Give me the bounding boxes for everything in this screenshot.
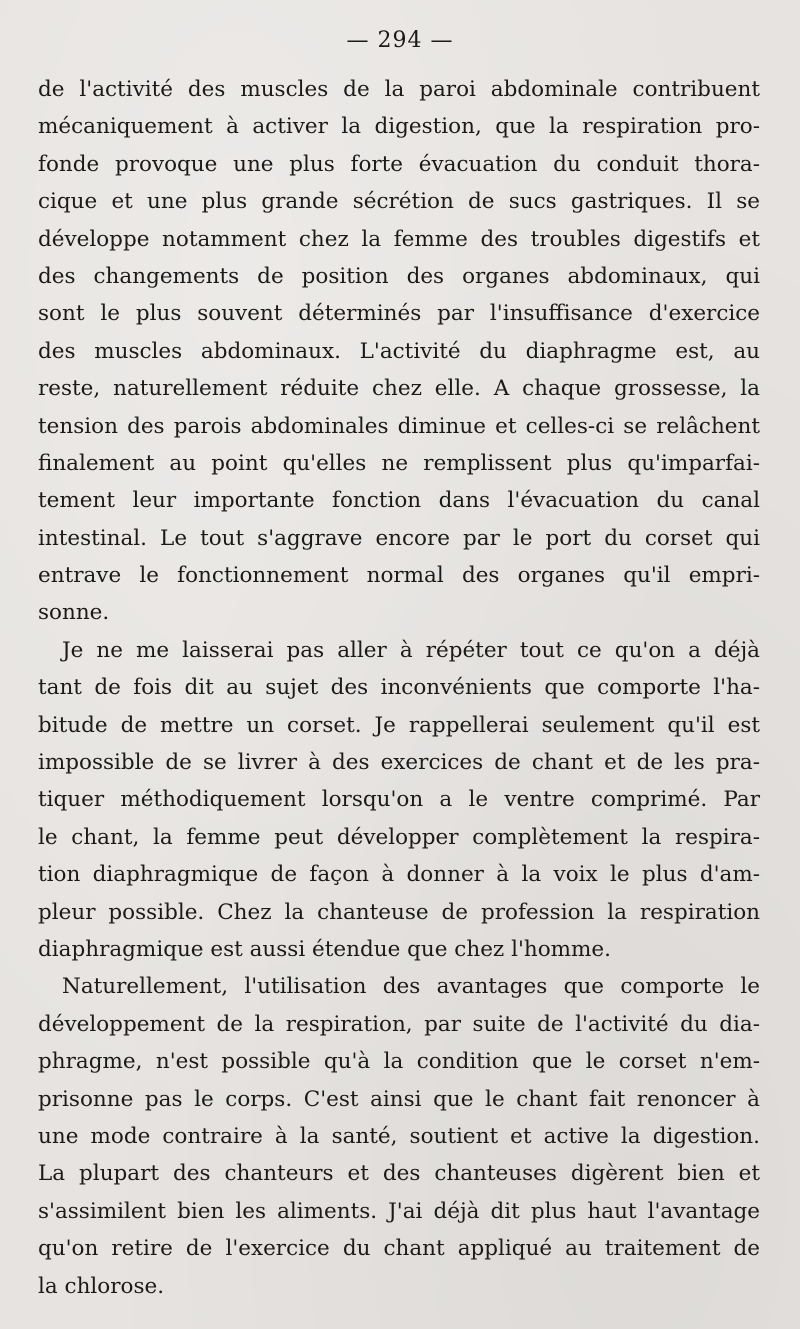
text-line: de l'activité des muscles de la paroi abdominale contribuent bbox=[38, 77, 760, 102]
paragraph bbox=[38, 968, 760, 1305]
text-line: fonde provoque une plus forte évacuation du conduit thora- bbox=[38, 151, 760, 177]
text-line: tant de fois dit au sujet des inconvénients que comporte l'ha- bbox=[38, 675, 760, 701]
text-line: sont le plus souvent déterminés par l'insuffisance d'exercice bbox=[38, 301, 760, 327]
text-line: sonne. bbox=[38, 600, 110, 626]
text-line: reste, naturellement réduite chez elle. A chaque grossesse, la bbox=[38, 376, 760, 402]
text-line: le chant, la femme peut développer complètement la respira- bbox=[38, 824, 760, 850]
text-line: des changements de position des organes abdominaux, qui bbox=[38, 263, 760, 289]
text-line: Naturellement, l'utilisation des avantages que comporte le bbox=[62, 974, 760, 1000]
text-line: cique et une plus grande sécrétion de sucs gastriques. Il se bbox=[38, 189, 760, 215]
text-line: mécaniquement à activer la digestion, que la respiration pro- bbox=[38, 114, 760, 140]
paragraph bbox=[38, 71, 760, 632]
text-line: une mode contraire à la santé, soutient et active la digestion. bbox=[38, 1123, 760, 1149]
text-line: phragme, n'est possible qu'à la condition que le corset n'em- bbox=[38, 1049, 760, 1075]
text-line: prisonne pas le corps. C'est ainsi que le chant fait renoncer à bbox=[38, 1086, 760, 1112]
text-line: Je ne me laisserai pas aller à répéter tout ce qu'on a déjà bbox=[62, 637, 760, 663]
text-line: diaphragmique est aussi étendue que chez l'homme. bbox=[38, 936, 611, 962]
text-line: entrave le fonctionnement normal des organes qu'il empri- bbox=[38, 563, 760, 589]
text-line: bitude de mettre un corset. Je rappellerai seulement qu'il est bbox=[38, 712, 760, 738]
text-line: pleur possible. Chez la chanteuse de profession la respiration bbox=[38, 899, 760, 925]
text-line: s'assimilent bien les aliments. J'ai déjà dit plus haut l'avantage bbox=[38, 1198, 760, 1224]
text-line: tement leur importante fonction dans l'évacuation du canal bbox=[38, 488, 760, 514]
text-line: finalement au point qu'elles ne remplissent plus qu'imparfai- bbox=[38, 450, 760, 476]
text-line: impossible de se livrer à des exercices de chant et de les pra- bbox=[38, 750, 760, 776]
text-line: la chlorose. bbox=[38, 1273, 165, 1299]
paragraph bbox=[38, 632, 760, 969]
text-line: tiquer méthodiquement lorsqu'on a le ventre comprimé. Par bbox=[38, 787, 760, 813]
text-line: développement de la respiration, par suite de l'activité du dia- bbox=[38, 1011, 760, 1037]
text-line: intestinal. Le tout s'aggrave encore par le port du corset qui bbox=[38, 525, 760, 551]
text-line: des muscles abdominaux. L'activité du diaphragme est, au bbox=[38, 338, 760, 364]
text-line: tension des parois abdominales diminue et celles-ci se relâchent bbox=[38, 413, 760, 439]
body-text bbox=[38, 71, 760, 1305]
text-line: qu'on retire de l'exercice du chant appliqué au traitement de bbox=[38, 1236, 760, 1262]
text-line: tion diaphragmique de façon à donner à la voix le plus d'am- bbox=[38, 862, 760, 888]
text-line: La plupart des chanteurs et des chanteuses digèrent bien et bbox=[38, 1161, 760, 1187]
text-line: développe notamment chez la femme des troubles digestifs et bbox=[38, 226, 760, 252]
page-number: — 294 — bbox=[346, 28, 454, 53]
